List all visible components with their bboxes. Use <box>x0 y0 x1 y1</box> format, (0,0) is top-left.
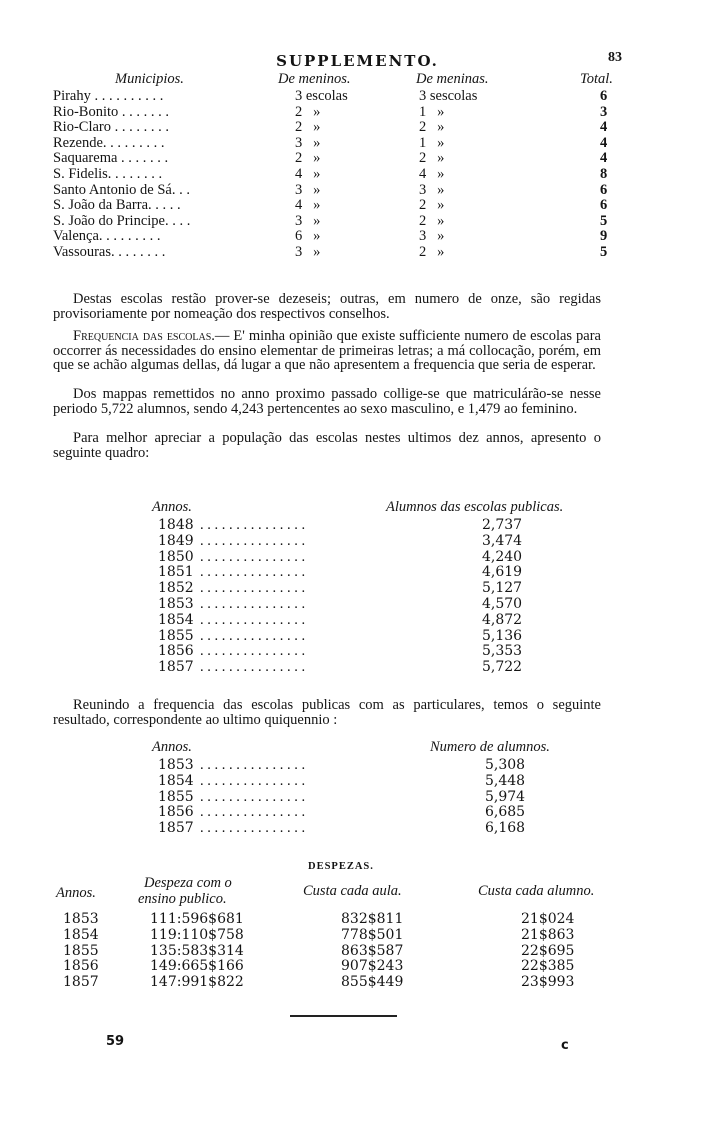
table-row-year: 1849 <box>158 532 194 549</box>
table-row-value: 4,619 <box>482 564 523 581</box>
table-row-total: 135:583$314 <box>150 942 244 959</box>
table-row-total: 149:665$166 <box>150 958 244 975</box>
paragraph-apreciar: Para melhor apreciar a população das escolas nestes ultimos dez annos, apresento o seguinte quadro: <box>53 430 601 461</box>
table-row-year: 1854 <box>158 772 194 789</box>
municipio-total: 6 <box>600 88 608 104</box>
municipio-name: S. João do Principe. . . . <box>53 212 191 229</box>
municipio-meninas: 3 » <box>419 228 445 245</box>
table-row-year: 1852 <box>158 580 194 597</box>
table-row-value: 4,570 <box>482 596 523 612</box>
municipio-meninos: 3 escolas <box>295 88 348 104</box>
municipio-total: 6 <box>600 197 608 214</box>
leader-dots: . . . . . . . . . . . . . . . <box>200 788 306 805</box>
table-row-total: 111:596$681 <box>150 911 244 927</box>
table-row-value: 3,474 <box>482 532 523 549</box>
municipio-meninos: 4 » <box>295 166 321 182</box>
signature-mark-right: c <box>561 1038 569 1053</box>
municipio-name: Pirahy . . . . . . . . . . <box>53 88 164 104</box>
municipio-name: Rio-Claro . . . . . . . . <box>53 119 169 136</box>
table-row-year: 1851 <box>158 564 194 581</box>
table-row-aula: 832$811 <box>341 911 404 927</box>
municipio-meninas: 1 » <box>419 103 445 120</box>
table-row-value: 5,136 <box>482 627 523 644</box>
leader-dots: . . . . . . . . . . . . . . . <box>200 596 306 612</box>
col-header-meninos: De meninos. <box>278 71 351 87</box>
leader-dots: . . . . . . . . . . . . . . . <box>200 564 306 581</box>
municipio-meninos: 2 » <box>295 119 321 136</box>
table-row-year: 1856 <box>63 958 99 975</box>
municipio-name: Vassouras. . . . . . . . <box>53 244 166 260</box>
col-header-total: Total. <box>580 71 613 87</box>
municipio-total: 8 <box>600 166 608 182</box>
signature-mark-left: 59 <box>106 1034 125 1049</box>
table-row-year: 1850 <box>158 548 194 565</box>
municipio-total: 5 <box>600 244 608 260</box>
table-row-alumno: 22$385 <box>521 958 575 975</box>
table-row-aula: 778$501 <box>341 926 404 943</box>
table-row-year: 1856 <box>158 804 194 821</box>
table-row-alumno: 21$863 <box>521 926 575 943</box>
col-header-custa-alumno: Custa cada alumno. <box>478 883 595 899</box>
table-row-value: 4,872 <box>482 611 523 628</box>
municipio-meninos: 6 » <box>295 228 321 245</box>
municipio-meninos: 2 » <box>295 150 321 167</box>
leader-dots: . . . . . . . . . . . . . . . <box>200 659 306 676</box>
municipio-total: 4 <box>600 119 608 136</box>
municipio-meninos: 3 » <box>295 181 321 198</box>
table-row-aula: 855$449 <box>341 974 404 991</box>
municipio-meninas: 2 » <box>419 212 445 229</box>
municipio-name: S. João da Barra. . . . . <box>53 197 181 214</box>
table-row-year: 1853 <box>158 757 194 773</box>
municipio-meninos: 4 » <box>295 197 321 214</box>
leader-dots: . . . . . . . . . . . . . . . <box>200 772 306 789</box>
table-row-year: 1857 <box>63 974 99 991</box>
col-header-despeza-line1: Despeza com o <box>144 875 232 891</box>
municipio-meninas: 4 » <box>419 166 445 182</box>
table-row-value: 5,308 <box>485 757 526 773</box>
col-header-custa-aula: Custa cada aula. <box>303 883 402 899</box>
table-row-value: 5,127 <box>482 580 523 597</box>
municipio-name: Rio-Bonito . . . . . . . <box>53 103 170 120</box>
table-row-value: 6,168 <box>485 820 526 837</box>
municipio-name: Valença. . . . . . . . . <box>53 228 161 245</box>
table-row-year: 1855 <box>158 627 194 644</box>
table-row-value: 5,722 <box>482 659 523 676</box>
table-row-year: 1855 <box>158 788 194 805</box>
table-row-value: 5,353 <box>482 643 523 660</box>
municipio-meninas: 1 » <box>419 134 445 151</box>
municipio-meninos: 3 » <box>295 134 321 151</box>
page-number: 83 <box>608 50 622 65</box>
municipio-meninas: 3 sescolas <box>419 88 478 104</box>
paragraph-mappas: Dos mappas remettidos no anno proximo passado collige-se que matriculárão-se nesse periodo 5,722 alumnos, sendo 4,243 pertencentes ao sexo masculino, e 1,479 ao feminino. <box>53 386 601 417</box>
col-header-annos-2: Annos. <box>152 739 192 755</box>
leader-dots: . . . . . . . . . . . . . . . <box>200 580 306 597</box>
municipio-total: 4 <box>600 150 608 167</box>
col-header-alumnos-publicas: Alumnos das escolas publicas. <box>386 499 564 515</box>
table-row-year: 1853 <box>158 596 194 612</box>
table-row-total: 119:110$758 <box>150 926 244 943</box>
table-row-value: 5,448 <box>485 772 526 789</box>
table-row-year: 1857 <box>158 820 194 837</box>
despezas-title: DESPEZAS. <box>308 861 374 872</box>
municipio-meninas: 2 » <box>419 244 445 260</box>
leader-dots: . . . . . . . . . . . . . . . <box>200 757 306 773</box>
col-header-meninas: De meninas. <box>416 71 489 87</box>
closing-rule <box>290 1015 397 1017</box>
paragraph-frequencia-text: — E' minha opinião que existe sufficiente numero de escolas para occorrer ás necessidades do ensino elementar de primeiras letras; a má collocação, porém, em que se achão algumas dellas, dá lugar a que não apresentem a frequencia que seria de esperar. <box>53 328 601 374</box>
col-header-annos: Annos. <box>152 499 192 515</box>
table-row-alumno: 23$993 <box>521 974 575 991</box>
running-header-title: SUPPLEMENTO. <box>276 52 439 70</box>
paragraph-frequencia <box>53 329 601 373</box>
municipio-total: 5 <box>600 212 608 229</box>
municipio-name: Santo Antonio de Sá. . . <box>53 181 190 198</box>
table-row-total: 147:991$822 <box>150 974 244 991</box>
municipio-meninas: 2 » <box>419 150 445 167</box>
table-row-year: 1856 <box>158 643 194 660</box>
table-row-value: 4,240 <box>482 548 523 565</box>
municipio-meninos: 2 » <box>295 103 321 120</box>
municipio-name: Rezende. . . . . . . . . <box>53 134 165 151</box>
municipio-name: Saquarema . . . . . . . <box>53 150 169 167</box>
municipio-total: 6 <box>600 181 608 198</box>
municipio-total: 4 <box>600 134 608 151</box>
table-row-year: 1853 <box>63 911 99 927</box>
leader-dots: . . . . . . . . . . . . . . . <box>200 548 306 565</box>
table-row-value: 5,974 <box>485 788 526 805</box>
table-row-year: 1857 <box>158 659 194 676</box>
table-row-year: 1855 <box>63 942 99 959</box>
section-heading-frequencia: Frequencia das escolas. <box>73 328 215 344</box>
table-row-alumno: 22$695 <box>521 942 575 959</box>
municipio-name: S. Fidelis. . . . . . . . <box>53 166 163 182</box>
municipio-total: 9 <box>600 228 608 245</box>
table-row-value: 2,737 <box>482 517 523 533</box>
leader-dots: . . . . . . . . . . . . . . . <box>200 820 306 837</box>
municipio-total: 3 <box>600 103 608 120</box>
table-row-year: 1854 <box>63 926 99 943</box>
leader-dots: . . . . . . . . . . . . . . . <box>200 804 306 821</box>
leader-dots: . . . . . . . . . . . . . . . <box>200 517 306 533</box>
table-row-year: 1854 <box>158 611 194 628</box>
leader-dots: . . . . . . . . . . . . . . . <box>200 643 306 660</box>
col-header-numero-alumnos: Numero de alumnos. <box>430 739 550 755</box>
municipio-meninas: 2 » <box>419 119 445 136</box>
table-row-aula: 863$587 <box>341 942 404 959</box>
municipio-meninos: 3 » <box>295 244 321 260</box>
paragraph-reunindo: Reunindo a frequencia das escolas publicas com as particulares, temos o seguinte resultado, correspondente ao ultimo quiquennio : <box>53 697 601 728</box>
municipio-meninos: 3 » <box>295 212 321 229</box>
col-header-municipios: Municipios. <box>115 71 184 87</box>
col-header-despeza-line2: ensino publico. <box>138 891 227 907</box>
table-row-value: 6,685 <box>485 804 526 821</box>
table-row-alumno: 21$024 <box>521 911 575 927</box>
leader-dots: . . . . . . . . . . . . . . . <box>200 627 306 644</box>
municipio-meninas: 2 » <box>419 197 445 214</box>
municipio-meninas: 3 » <box>419 181 445 198</box>
table-row-year: 1848 <box>158 517 194 533</box>
col-header-annos-3: Annos. <box>56 885 96 901</box>
leader-dots: . . . . . . . . . . . . . . . <box>200 611 306 628</box>
paragraph-destas-escolas: Destas escolas restão prover-se dezeseis; outras, em numero de onze, são regidas provisoriamente por nomeação dos respectivos conselhos. <box>53 291 601 322</box>
leader-dots: . . . . . . . . . . . . . . . <box>200 532 306 549</box>
table-row-aula: 907$243 <box>341 958 404 975</box>
